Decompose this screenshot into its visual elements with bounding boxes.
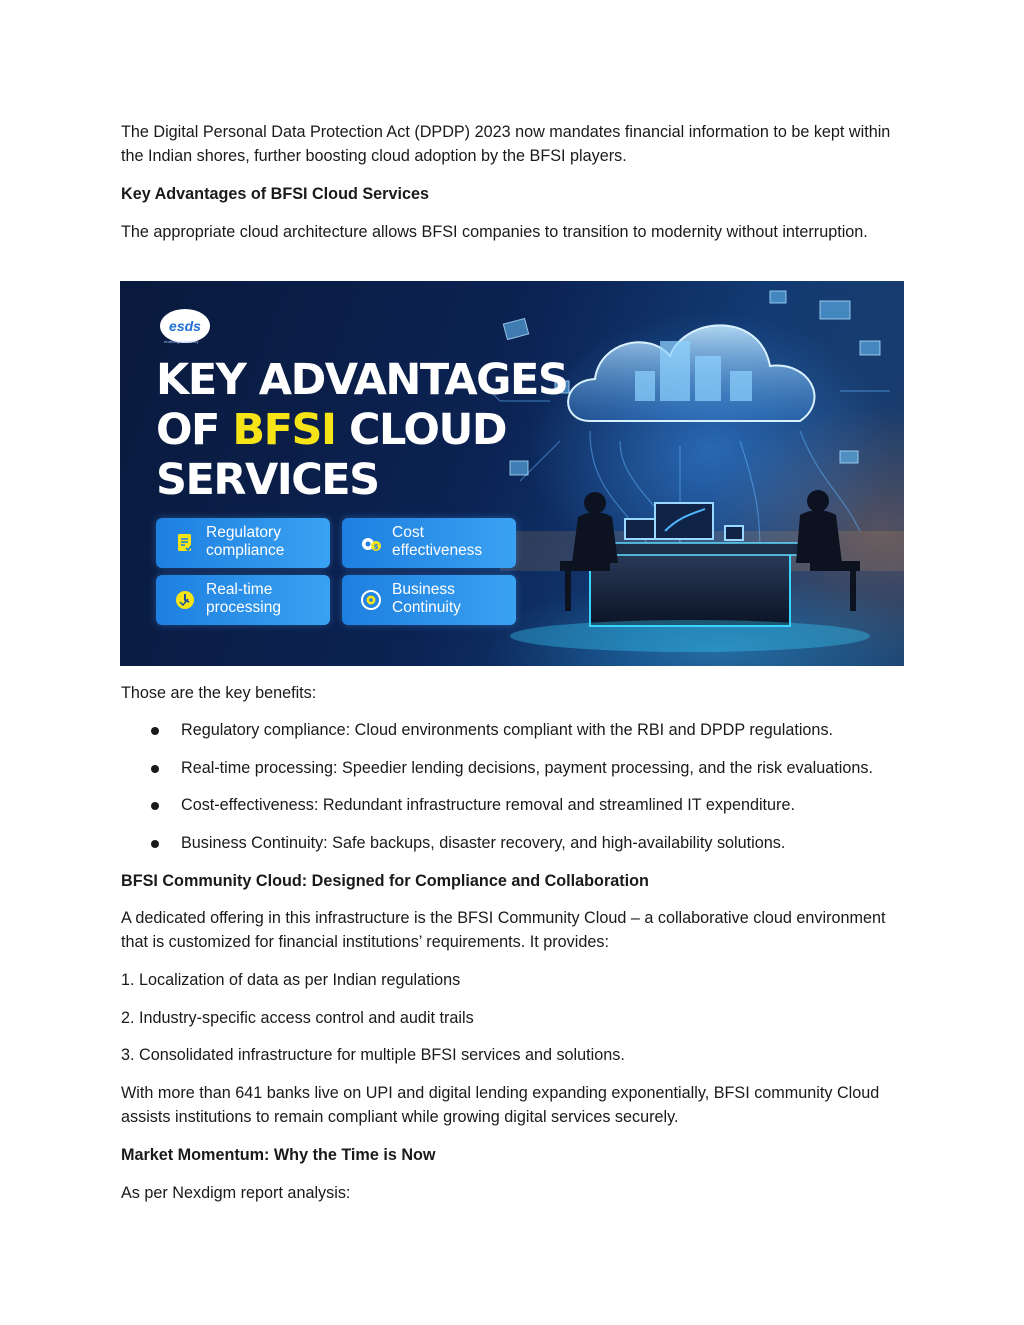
- feature-business-continuity: [342, 575, 516, 625]
- feature-cost-effectiveness: [342, 518, 516, 568]
- bullet-item: Business Continuity: Safe backups, disaster recovery, and high-availability solutions.: [181, 834, 786, 852]
- benefits-lead: Those are the key benefits:: [121, 684, 317, 702]
- bullet-dot: [151, 802, 159, 810]
- heading-key-advantages: Key Advantages of BFSI Cloud Services: [121, 185, 429, 203]
- gear-cycle-icon: [360, 589, 382, 611]
- headline-line-3: SERVICES: [156, 455, 379, 505]
- logo-tagline: enabling futurability: [164, 339, 199, 344]
- headline-line-2: [156, 405, 567, 455]
- feature-label: Real-time processing: [206, 581, 281, 616]
- feature-label: Business Continuity: [392, 581, 461, 616]
- community-paragraph: A dedicated offering in this infrastructure is the BFSI Community Cloud – a collaborative cloud environment that is customized for financial institutions’ requirements. It provides:: [121, 909, 886, 951]
- clock-check-icon: [174, 589, 196, 611]
- bullet-dot: [151, 727, 159, 735]
- bullet-item: Real-time processing: Speedier lending decisions, payment processing, and the risk evaluations.: [181, 759, 873, 777]
- heading-community-cloud: BFSI Community Cloud: Designed for Compliance and Collaboration: [121, 872, 649, 890]
- logo-text: esds: [169, 318, 201, 334]
- key-advantages-banner: [120, 281, 904, 666]
- nexdigm-paragraph: As per Nexdigm report analysis:: [121, 1184, 351, 1202]
- heading-market-momentum: Market Momentum: Why the Time is Now: [121, 1146, 436, 1164]
- esds-logo: [160, 309, 210, 343]
- architecture-paragraph: The appropriate cloud architecture allows BFSI companies to transition to modernity without interruption.: [121, 223, 868, 241]
- bullet-dot: [151, 765, 159, 773]
- bullet-item: Regulatory compliance: Cloud environments compliant with the RBI and DPDP regulations.: [181, 721, 834, 739]
- intro-paragraph: The Digital Personal Data Protection Act (DPDP) 2023 now mandates financial information to be kept within the Indian shores, further boosting cloud adoption by the BFSI players.: [121, 123, 891, 165]
- headline-line-1: KEY ADVANTAGES: [156, 355, 568, 405]
- svg-text:$: $: [373, 543, 379, 551]
- numbered-item: 3. Consolidated infrastructure for multiple BFSI services and solutions.: [121, 1046, 625, 1064]
- banner-headline: [156, 355, 567, 505]
- numbered-item: 1. Localization of data as per Indian regulations: [121, 971, 461, 989]
- headline-cloud: CLOUD: [335, 405, 507, 455]
- headline-of: OF: [156, 405, 233, 455]
- bullet-dot: [151, 840, 159, 848]
- coins-gear-icon: [360, 532, 382, 554]
- document-check-icon: [174, 532, 196, 554]
- numbered-item: 2. Industry-specific access control and audit trails: [121, 1009, 474, 1027]
- bullet-item: Cost-effectiveness: Redundant infrastructure removal and streamlined IT expenditure.: [181, 796, 795, 814]
- feature-regulatory-compliance: [156, 518, 330, 568]
- feature-label: Cost effectiveness: [392, 524, 483, 559]
- feature-real-time-processing: [156, 575, 330, 625]
- feature-label: Regulatory compliance: [206, 524, 285, 559]
- upi-paragraph: With more than 641 banks live on UPI and digital lending expanding exponentially, BFSI community Cloud assists institutions to remain compliant while growing digital services securely.: [121, 1084, 880, 1126]
- headline-bfsi-highlight: BFSI: [232, 405, 336, 455]
